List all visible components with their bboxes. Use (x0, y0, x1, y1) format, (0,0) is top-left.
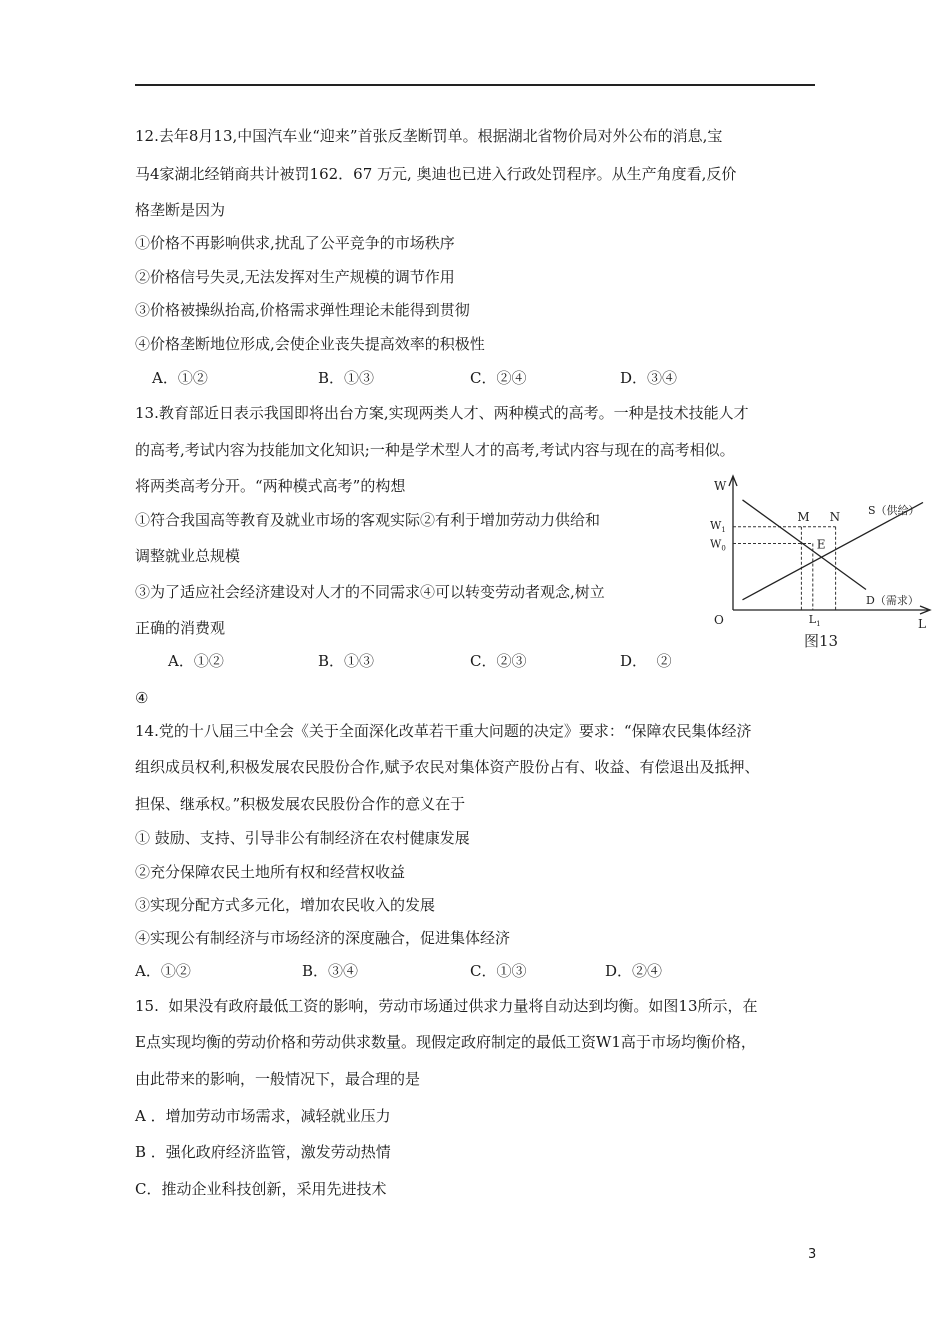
q12-item-3: ③价格被操纵抬高,价格需求弹性理论未能得到贯彻 (135, 301, 470, 319)
q12-item-1: ①价格不再影响供求,扰乱了公平竞争的市场秩序 (135, 234, 455, 252)
q12-item-2: ②价格信号失灵,无法发挥对生产规模的调节作用 (135, 268, 455, 286)
q15-line-3: 由此带来的影响，一般情况下，最合理的是 (135, 1070, 421, 1088)
q12-item-4: ④价格垄断地位形成,会使企业丧失提高效率的积极性 (135, 335, 485, 353)
q14-item-1: ① 鼓励、支持、引导非公有制经济在农村健康发展 (135, 829, 470, 847)
q12-option-b: B．①③ (318, 369, 375, 387)
q14-option-d: D．②④ (605, 962, 663, 980)
q14-line-2: 组织成员权利,积极发展农民股份合作,赋予农民对集体资产股份占有、收益、有偿退出及抵押、 (135, 758, 760, 776)
q12-option-d: D．③④ (620, 369, 678, 387)
q15-line-2: E点实现均衡的劳动价格和劳动供求数量。现假定政府制定的最低工资W1高于市场均衡价格， (135, 1033, 756, 1051)
header-rule (135, 84, 815, 86)
q13-option-b: B．①③ (318, 652, 375, 670)
supply-label: S（供给） (868, 504, 920, 517)
l1-label: $L_1$ (808, 613, 821, 628)
q14-option-c: C．①③ (470, 962, 527, 980)
point-e-label: E (816, 537, 826, 552)
q12-line-2: 马4家湖北经销商共计被罚162．67 万元, 奥迪也已进入行政处罚程序。从生产角度看,反价 (135, 165, 737, 183)
q15-option-b: B ．强化政府经济监管，激发劳动热情 (135, 1143, 391, 1161)
q13-option-a: A．①② (168, 652, 224, 670)
q14-option-b: B．③④ (302, 962, 359, 980)
q15-option-a: A ．增加劳动市场需求，减轻就业压力 (135, 1107, 391, 1125)
figure-caption: 图13 (804, 632, 839, 650)
q12-option-a: A．①② (152, 369, 208, 387)
q14-line-3: 担保、继承权。”积极发展农民股份合作的意义在于 (135, 795, 466, 813)
q13-line-1: 13.教育部近日表示我国即将出台方案,实现两类人才、两种模式的高考。一种是技术技能人才 (135, 404, 749, 422)
origin-label: O (714, 613, 724, 627)
q14-line-1: 14.党的十八届三中全会《关于全面深化改革若干重大问题的决定》要求：“保障农民集体经济 (135, 722, 752, 740)
point-n-label: N (829, 509, 841, 524)
q13-line-2: 的高考,考试内容为技能加文化知识;一种是学术型人才的高考,考试内容与现在的高考相似。 (135, 441, 735, 459)
q13-line-5: 调整就业总规模 (135, 547, 241, 565)
w1-label: $W_1$ (710, 518, 726, 534)
q13-option-c: C．②③ (470, 652, 527, 670)
q13-item-3-4: ③为了适应社会经济建设对人才的不同需求④可以转变劳动者观念,树立 (135, 583, 605, 601)
q13-line-3: 将两类高考分开。“两种模式高考”的构想 (135, 477, 406, 495)
figure-13-diagram (700, 468, 940, 658)
demand-label: D（需求） (866, 594, 919, 607)
y-axis-label: W (714, 479, 727, 493)
q14-item-2: ②充分保障农民土地所有权和经营权收益 (135, 863, 406, 881)
q13-item-1-2: ①符合我国高等教育及就业市场的客观实际②有利于增加劳动力供给和 (135, 511, 601, 529)
q13-line-7: 正确的消费观 (135, 619, 226, 637)
point-m-label: M (797, 509, 810, 524)
q14-option-a: A．①② (135, 962, 191, 980)
q13-option-d-tail: ④ (135, 689, 149, 707)
q12-option-c: C．②④ (470, 369, 527, 387)
q14-item-4: ④实现公有制经济与市场经济的深度融合，促进集体经济 (135, 929, 511, 947)
q12-line-3: 格垄断是因为 (135, 201, 226, 219)
w0-label: $W_0$ (710, 537, 726, 553)
q14-item-3: ③实现分配方式多元化，增加农民收入的发展 (135, 896, 436, 914)
q15-line-1: 15. 如果没有政府最低工资的影响，劳动市场通过供求力量将自动达到均衡。如图13所示，在 (135, 997, 758, 1015)
x-axis-label: L (918, 617, 926, 631)
q12-line-1: 12.去年8月13,中国汽车业“迎来”首张反垄断罚单。根据湖北省物价局对外公布的消息,宝 (135, 127, 723, 145)
q15-option-c: C．推动企业科技创新，采用先进技术 (135, 1180, 387, 1198)
page-number: 3 (808, 1247, 817, 1262)
q13-option-d: D． ② (620, 652, 672, 670)
